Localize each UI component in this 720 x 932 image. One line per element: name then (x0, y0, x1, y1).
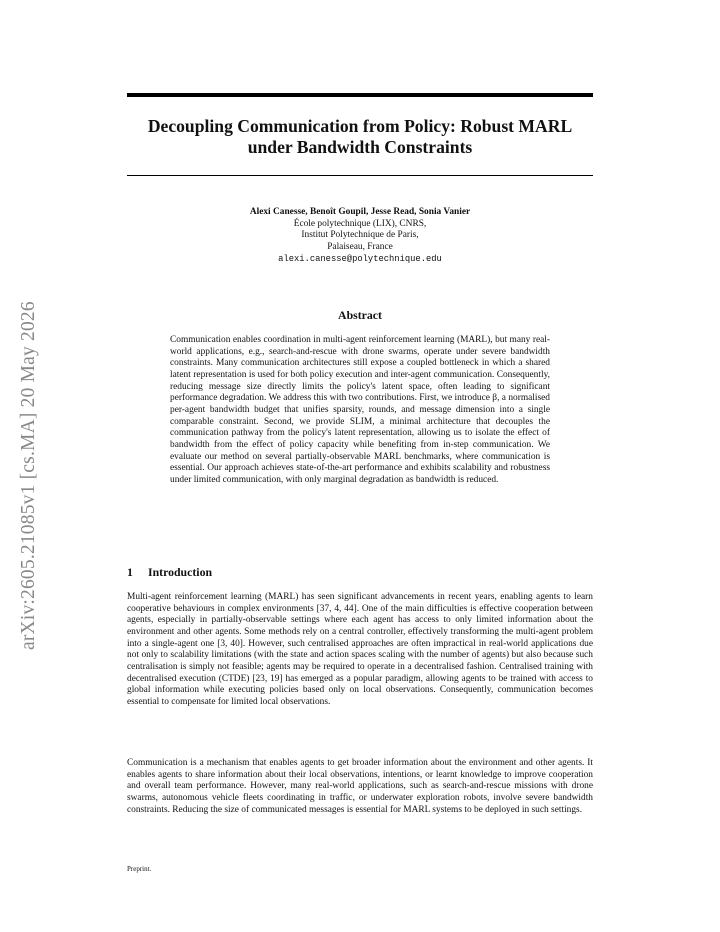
author-names: Alexi Canesse, Benoît Goupil, Jesse Read, Sonia Vanier (249, 207, 471, 217)
section-number: 1 (127, 565, 133, 579)
body-paragraph: Multi-agent reinforcement learning (MARL) has seen significant advancements in recent years, enabling agents to learn cooperative behaviours in complex environments [37, 4, 44]. One of the main difficulties is effective cooperation between agents, especially in partially-observable settings where each agent has access to only limited information about the environment and other agents. Some methods rely on a central controller, effectively transforming the multi-agent problem into a single-agent one [3, 40]. However, such centralised approaches are often impractical in real-world applications due not only to scalability limitations (with the state and action spaces scaling with the number of agents) but also because such centralisation is simply not feasible; agents may be required to operate in a decentralised fashion. Centralised training with decentralised execution (CTDE) [23, 19] has emerged as a popular paradigm, allowing agents to be trained with access to global information while executing policies based only on local observations. Consequently, communication becomes essential to compensate for limited local observations. (127, 592, 593, 707)
abstract-heading: Abstract (338, 308, 382, 322)
footer-note: Preprint. (127, 865, 152, 873)
paper-title: Decoupling Communication from Policy: Robust MARL under Bandwidth Constraints (147, 116, 573, 157)
affiliation-line: Institut Polytechnique de Paris, (301, 230, 419, 241)
body-paragraph: Communication is a mechanism that enables agents to get broader information about the environment and other agents. It enables agents to share information about their local observations, intentions, or learnt knowledge to improve cooperation and overall team performance. However, many real-world applications, such as search-and-rescue missions with drone swarms, autonomous vehicle fleets coordinating in traffic, or underwater exploration robots, involve severe bandwidth constraints. Reducing the size of communicated messages is essential for MARL systems to be deployed in such settings. (127, 758, 593, 815)
arxiv-identifier-stamp: arXiv:2605.21085v1 [cs.MA] 20 May 2026 (18, 301, 39, 650)
section-heading (127, 565, 212, 580)
abstract-text: Communication enables coordination in multi-agent reinforcement learning (MARL), but many real-world applications, e.g., search-and-rescue with drone swarms, operate under severe bandwidth constraints. Many communication architectures still expose a coupled bottleneck in which a shared latent representation is used for both policy execution and inter-agent communication. Consequently, reducing message size directly limits the policy's latent space, often leading to significant performance degradation. We address this with two contributions. First, we introduce β, a normalised per-agent bandwidth budget that unifies sparsity, rounds, and message dimension into a single comparable constraint. Second, we provide SLIM, a minimal architecture that decouples the communication pathway from the policy's latent representation, allowing us to isolate the effect of bandwidth from the effect of policy capacity while benefiting from in-step communication. We evaluate our method on several partially-observable MARL benchmarks, where communication is essential. Our approach achieves state-of-the-art performance and exhibits scalability and robustness under limited communication, with only marginal degradation as bandwidth is reduced. (170, 335, 550, 485)
author-email: alexi.canesse@polytechnique.edu (278, 253, 442, 264)
author-block (127, 207, 593, 266)
affiliation-line: École polytechnique (LIX), CNRS, (293, 218, 427, 229)
title-top-rule (127, 93, 593, 97)
section-title: Introduction (148, 565, 213, 579)
title-bottom-rule (127, 175, 593, 176)
affiliation-line: Palaiseau, France (327, 242, 393, 253)
